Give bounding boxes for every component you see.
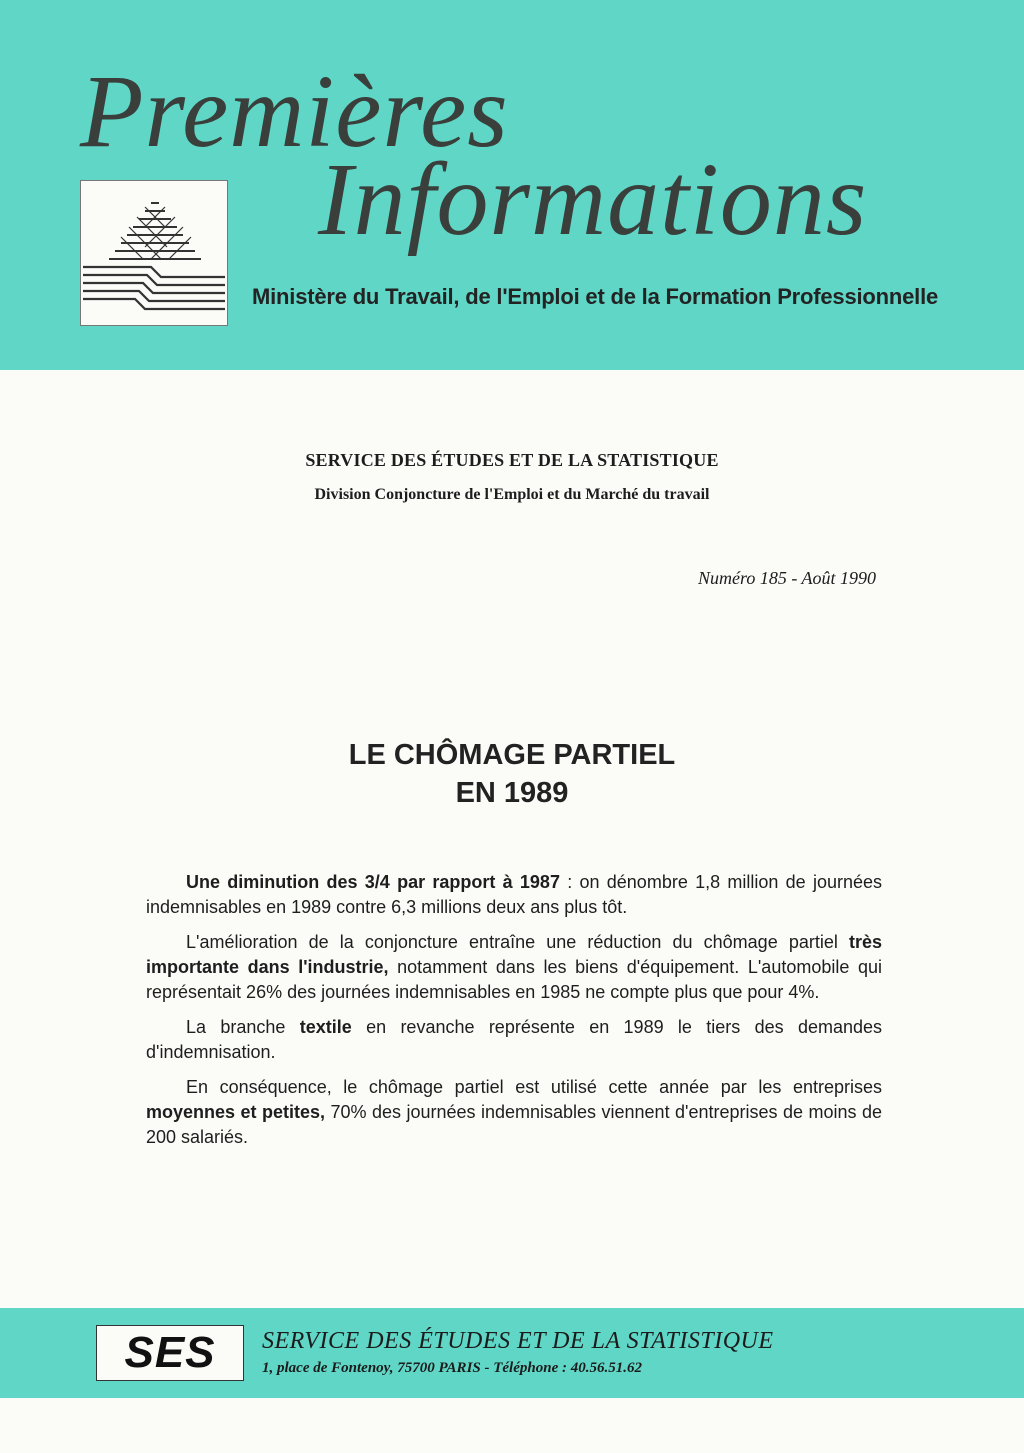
publication-title-line1: Premières [80,54,509,169]
paragraph-4-bold: moyennes et petites, [146,1102,325,1122]
footer-service-name: SERVICE DES ÉTUDES ET DE LA STATISTIQUE [262,1328,774,1354]
ministry-name: Ministère du Travail, de l'Emploi et de la Formation Professionnelle [252,284,939,309]
publication-title-line2: Informations [318,142,868,257]
footer-address: 1, place de Fontenoy, 75700 PARIS - Téléphone : 40.56.51.62 [262,1360,642,1376]
service-title: SERVICE DES ÉTUDES ET DE LA STATISTIQUE [305,450,719,470]
ses-logo-text: SES [124,1328,216,1377]
paragraph-2-text-a: L'amélioration de la conjoncture entraîne une réduction du chômage partiel [186,932,849,952]
article-body [146,870,882,1160]
paragraph-3-bold: textile [299,1017,352,1037]
ses-logo [96,1325,244,1381]
paragraph-4-text-b: 70% des journées indemnisables viennent d'entreprises de moins de 200 salariés. [146,1102,882,1147]
paragraph-4 [146,1075,882,1150]
ministry-logo-icon [81,181,227,325]
paragraph-1 [146,870,882,920]
article-title [0,736,1024,812]
division-title: Division Conjoncture de l'Emploi et du Marché du travail [314,486,710,503]
issue-number: Numéro 185 - Août 1990 [698,568,876,588]
article-title-line2: EN 1989 [455,777,569,809]
paragraph-2-text-b: notamment dans les biens d'équipement. L'automobile qui représentait 26% des journées indemnisables en 1985 ne compte plus que pour 4%. [146,957,883,1002]
paragraph-3 [146,1015,882,1065]
paragraph-4-text-a: En conséquence, le chômage partiel est utilisé cette année par les entreprises [186,1077,882,1097]
ministry-logo [80,180,228,326]
paragraph-1-bold: Une diminution des 3/4 par rapport à 1987 [186,872,560,892]
paragraph-2 [146,930,882,1005]
paragraph-3-text-b: en revanche représente en 1989 le tiers des demandes d'indemnisation. [146,1017,882,1062]
article-title-line1: LE CHÔMAGE PARTIEL [348,739,676,771]
paragraph-1-text: : on dénombre 1,8 million de journées indemnisables en 1989 contre 6,3 millions deux ans plus tôt. [146,872,882,917]
paragraph-2-bold: très importante dans l'industrie, [146,932,882,977]
paragraph-3-text-a: La branche [186,1017,300,1037]
